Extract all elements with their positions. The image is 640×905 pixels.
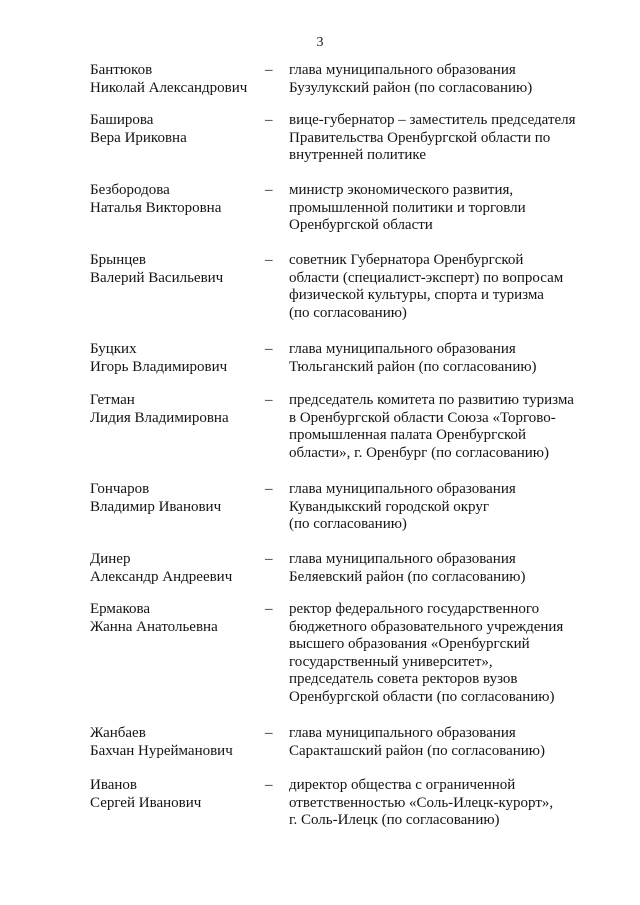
member-role — [289, 777, 584, 830]
dash-separator: – — [265, 62, 273, 78]
role-line: глава муниципального образования — [289, 341, 516, 357]
page-number: 3 — [316, 35, 324, 50]
member-name — [90, 551, 265, 586]
role-line: бюджетного образовательного учреждения — [289, 618, 564, 635]
role-line: председатель комитета по развитию туризма — [289, 392, 574, 408]
role-line: ответственностью «Соль-Илецк-курорт», — [289, 794, 554, 811]
role-line: советник Губернатора Оренбургской — [289, 252, 524, 268]
dash-separator: – — [265, 252, 273, 268]
member-name — [90, 777, 265, 812]
role-line: ректор федерального государственного — [289, 601, 540, 617]
member-role — [289, 62, 584, 97]
member-surname: Безбородова — [90, 182, 170, 198]
role-line: вице-губернатор – заместитель председателя — [289, 112, 576, 128]
role-line: высшего образования «Оренбургский — [289, 636, 530, 653]
role-line: глава муниципального образования — [289, 481, 516, 497]
member-given-names: Сергей Иванович — [90, 794, 202, 811]
role-line: г. Соль-Илецк (по согласованию) — [289, 812, 500, 829]
member-surname: Гончаров — [90, 481, 150, 497]
member-given-names: Александр Андреевич — [90, 568, 233, 585]
role-line: (по согласованию) — [289, 304, 407, 321]
member-role — [289, 481, 584, 534]
member-surname: Жанбаев — [90, 725, 146, 741]
member-surname: Брынцев — [90, 252, 146, 268]
member-role — [289, 392, 584, 462]
dash-separator: – — [265, 481, 273, 497]
dash-separator: – — [265, 112, 273, 128]
member-role — [289, 551, 584, 586]
member-surname: Баширова — [90, 112, 154, 128]
dash-separator: – — [265, 341, 273, 357]
member-role — [289, 252, 584, 322]
member-name — [90, 112, 265, 147]
role-line: промышленная палата Оренбургской — [289, 427, 527, 444]
member-name — [90, 182, 265, 217]
member-name — [90, 725, 265, 760]
role-line: директор общества с ограниченной — [289, 777, 516, 793]
member-surname: Гетман — [90, 392, 135, 408]
dash-separator: – — [265, 777, 273, 793]
dash-separator: – — [265, 392, 273, 408]
role-line: физической культуры, спорта и туризма — [289, 287, 544, 304]
member-given-names: Наталья Викторовна — [90, 199, 222, 216]
role-line: Оренбургской области (по согласованию) — [289, 688, 555, 705]
role-line: глава муниципального образования — [289, 62, 516, 78]
member-given-names: Жанна Анатольевна — [90, 618, 218, 635]
member-given-names: Бахчан Нурейманович — [90, 742, 233, 759]
role-line: Беляевский район (по согласованию) — [289, 568, 526, 585]
member-surname: Буцких — [90, 341, 137, 357]
role-line: глава муниципального образования — [289, 551, 516, 567]
role-line: государственный университет», — [289, 653, 493, 670]
member-name — [90, 601, 265, 636]
role-line: Саракташский район (по согласованию) — [289, 742, 545, 759]
role-line: области (специалист-эксперт) по вопросам — [289, 269, 564, 286]
member-surname: Ермакова — [90, 601, 151, 617]
dash-separator: – — [265, 551, 273, 567]
role-line: Правительства Оренбургской области по — [289, 129, 551, 146]
member-name — [90, 392, 265, 427]
role-line: промышленной политики и торговли — [289, 199, 526, 216]
role-line: председатель совета ректоров вузов — [289, 671, 518, 688]
member-role — [289, 601, 584, 707]
dash-separator: – — [265, 725, 273, 741]
member-name — [90, 341, 265, 376]
member-surname: Иванов — [90, 777, 137, 793]
member-given-names: Валерий Васильевич — [90, 269, 224, 286]
member-surname: Динер — [90, 551, 131, 567]
member-given-names: Николай Александрович — [90, 79, 248, 96]
dash-separator: – — [265, 601, 273, 617]
member-name — [90, 62, 265, 97]
member-given-names: Владимир Иванович — [90, 498, 222, 515]
role-line: Тюльганский район (по согласованию) — [289, 358, 537, 375]
role-line: Кувандыкский городской округ — [289, 498, 490, 515]
dash-separator: – — [265, 182, 273, 198]
member-name — [90, 481, 265, 516]
role-line: Оренбургской области — [289, 217, 433, 234]
role-line: Бузулукский район (по согласованию) — [289, 79, 533, 96]
member-given-names: Вера Ириковна — [90, 129, 187, 146]
member-given-names: Лидия Владимировна — [90, 409, 229, 426]
member-name — [90, 252, 265, 287]
member-role — [289, 725, 584, 760]
role-line: (по согласованию) — [289, 516, 407, 533]
member-role — [289, 182, 584, 235]
role-line: министр экономического развития, — [289, 182, 514, 198]
member-given-names: Игорь Владимирович — [90, 358, 228, 375]
member-surname: Бантюков — [90, 62, 153, 78]
member-role — [289, 112, 584, 165]
member-role — [289, 341, 584, 376]
role-line: в Оренбургской области Союза «Торгово- — [289, 409, 556, 426]
role-line: области», г. Оренбург (по согласованию) — [289, 444, 550, 461]
role-line: внутренней политике — [289, 147, 426, 164]
role-line: глава муниципального образования — [289, 725, 516, 741]
